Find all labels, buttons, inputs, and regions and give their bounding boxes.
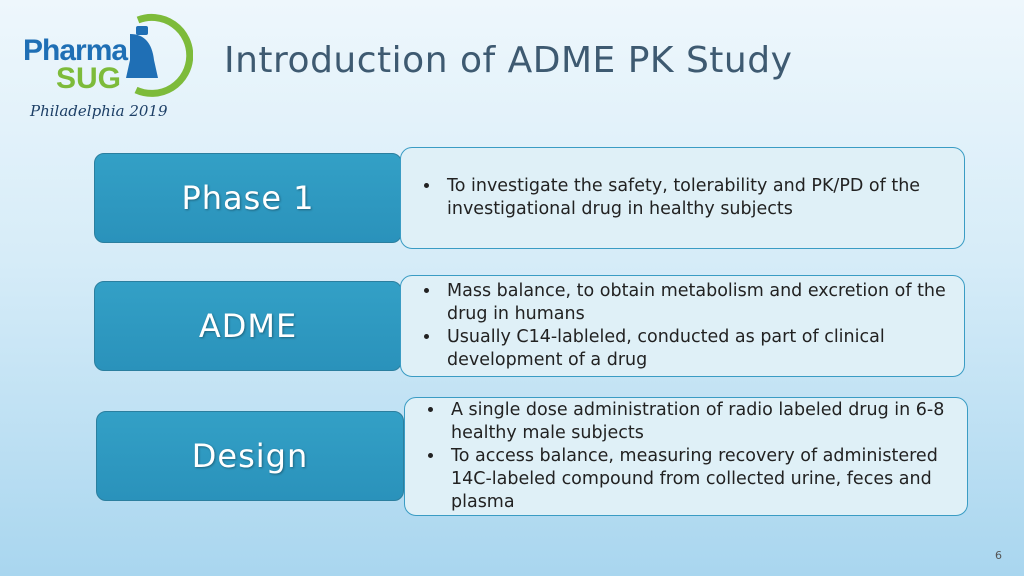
adme-label-box — [94, 281, 402, 371]
design-description-box — [404, 397, 968, 516]
logo-pharma-text: Pharma — [23, 34, 128, 67]
adme-description-box — [400, 275, 965, 377]
logo-sug-text: SUG — [56, 62, 122, 95]
adme-label: ADME — [198, 307, 298, 345]
phase1-label-box — [94, 153, 402, 243]
phase1-description-box — [400, 147, 965, 249]
design-label-box — [96, 411, 404, 501]
phase1-label: Phase 1 — [181, 179, 315, 217]
design-label: Design — [191, 437, 309, 475]
logo-city-text: Philadelphia 2019 — [30, 102, 168, 120]
phase1-bullet: • To investigate the safety, tolerability and PK/PD of the investigational drug in healthy subjects — [441, 175, 950, 221]
adme-bullet: • Mass balance, to obtain metabolism and excretion of the drug in humans — [441, 280, 950, 326]
adme-bullet: • Usually C14-lableled, conducted as part of clinical development of a drug — [441, 326, 950, 372]
slide-title: Introduction of ADME PK Study — [224, 40, 793, 81]
design-bullet: • A single dose administration of radio labeled drug in 6-8 healthy male subjects — [445, 399, 953, 445]
page-number: 6 — [995, 549, 1002, 562]
pharmasug-logo — [18, 12, 193, 127]
design-bullet: • To access balance, measuring recovery of administered 14C-labeled compound from collected urine, feces and plasma — [445, 445, 953, 514]
